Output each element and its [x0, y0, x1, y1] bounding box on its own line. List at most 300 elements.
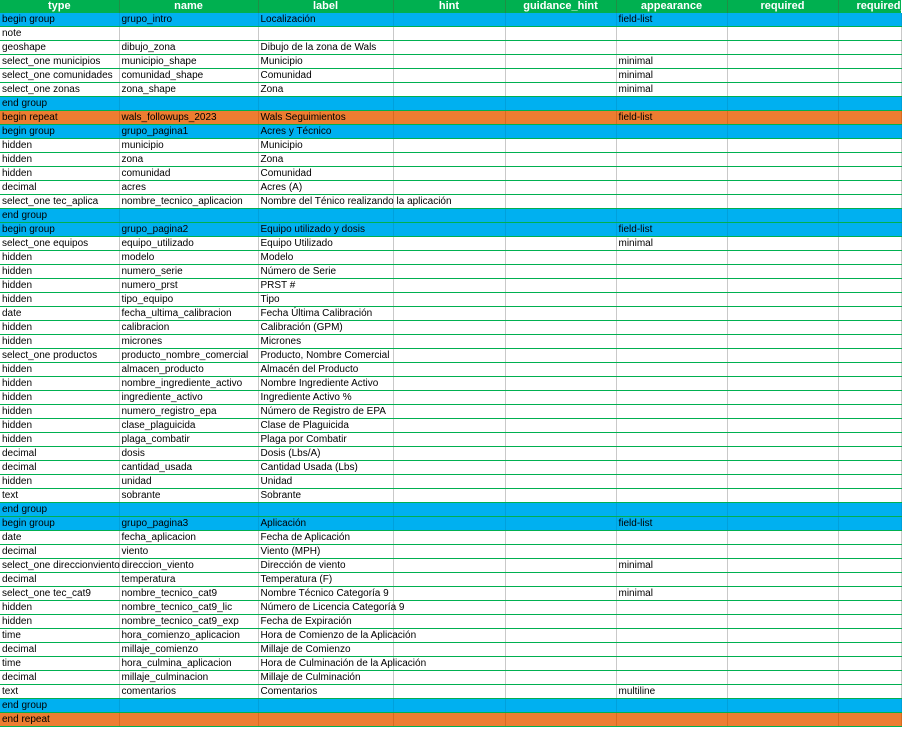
- cell-hint[interactable]: [393, 685, 505, 699]
- cell-guidance-hint[interactable]: [505, 419, 616, 433]
- cell-guidance-hint[interactable]: [505, 713, 616, 727]
- cell-label[interactable]: Viento (MPH): [258, 545, 393, 559]
- cell-required[interactable]: [727, 713, 838, 727]
- cell-guidance-hint[interactable]: [505, 111, 616, 125]
- cell-hint[interactable]: [393, 125, 505, 139]
- cell-label[interactable]: Wals Seguimientos: [258, 111, 393, 125]
- cell-name[interactable]: zona_shape: [119, 83, 258, 97]
- cell-type[interactable]: time: [0, 629, 119, 643]
- cell-hint[interactable]: [393, 671, 505, 685]
- cell-name[interactable]: comunidad: [119, 167, 258, 181]
- cell-appearance[interactable]: minimal: [616, 55, 727, 69]
- cell-hint[interactable]: [393, 713, 505, 727]
- cell-required[interactable]: [727, 125, 838, 139]
- cell-appearance[interactable]: [616, 195, 727, 209]
- cell-required-message[interactable]: [838, 139, 901, 153]
- cell-type[interactable]: decimal: [0, 447, 119, 461]
- cell-required[interactable]: [727, 503, 838, 517]
- cell-type[interactable]: begin group: [0, 13, 119, 27]
- cell-name[interactable]: millaje_comienzo: [119, 643, 258, 657]
- cell-hint[interactable]: [393, 489, 505, 503]
- cell-required-message[interactable]: [838, 545, 901, 559]
- cell-hint[interactable]: [393, 587, 505, 601]
- cell-name[interactable]: numero_prst: [119, 279, 258, 293]
- cell-appearance[interactable]: [616, 657, 727, 671]
- cell-guidance-hint[interactable]: [505, 671, 616, 685]
- cell-guidance-hint[interactable]: [505, 699, 616, 713]
- cell-required-message[interactable]: [838, 349, 901, 363]
- cell-name[interactable]: tipo_equipo: [119, 293, 258, 307]
- cell-required[interactable]: [727, 461, 838, 475]
- cell-hint[interactable]: [393, 181, 505, 195]
- cell-type[interactable]: end group: [0, 97, 119, 111]
- cell-required[interactable]: [727, 405, 838, 419]
- cell-hint[interactable]: [393, 83, 505, 97]
- cell-label[interactable]: Cantidad Usada (Lbs): [258, 461, 393, 475]
- cell-required-message[interactable]: [838, 531, 901, 545]
- cell-required-message[interactable]: [838, 181, 901, 195]
- cell-required-message[interactable]: [838, 13, 901, 27]
- cell-type[interactable]: hidden: [0, 335, 119, 349]
- cell-appearance[interactable]: [616, 531, 727, 545]
- cell-type[interactable]: hidden: [0, 419, 119, 433]
- cell-appearance[interactable]: [616, 419, 727, 433]
- cell-name[interactable]: [119, 713, 258, 727]
- cell-required[interactable]: [727, 307, 838, 321]
- cell-hint[interactable]: [393, 601, 505, 615]
- cell-appearance[interactable]: [616, 41, 727, 55]
- cell-required[interactable]: [727, 153, 838, 167]
- cell-guidance-hint[interactable]: [505, 461, 616, 475]
- cell-label[interactable]: Fecha de Aplicación: [258, 531, 393, 545]
- cell-appearance[interactable]: [616, 489, 727, 503]
- cell-appearance[interactable]: [616, 209, 727, 223]
- cell-required[interactable]: [727, 671, 838, 685]
- cell-appearance[interactable]: [616, 447, 727, 461]
- cell-appearance[interactable]: minimal: [616, 559, 727, 573]
- cell-hint[interactable]: [393, 699, 505, 713]
- cell-guidance-hint[interactable]: [505, 545, 616, 559]
- cell-type[interactable]: begin group: [0, 517, 119, 531]
- cell-appearance[interactable]: [616, 153, 727, 167]
- cell-label[interactable]: Sobrante: [258, 489, 393, 503]
- cell-hint[interactable]: [393, 167, 505, 181]
- cell-hint[interactable]: [393, 377, 505, 391]
- cell-type[interactable]: select_one tec_aplica: [0, 195, 119, 209]
- cell-appearance[interactable]: minimal: [616, 237, 727, 251]
- cell-required[interactable]: [727, 377, 838, 391]
- cell-required[interactable]: [727, 265, 838, 279]
- cell-name[interactable]: plaga_combatir: [119, 433, 258, 447]
- cell-hint[interactable]: [393, 139, 505, 153]
- cell-appearance[interactable]: [616, 573, 727, 587]
- cell-type[interactable]: end group: [0, 503, 119, 517]
- cell-required[interactable]: [727, 489, 838, 503]
- cell-required-message[interactable]: [838, 265, 901, 279]
- cell-name[interactable]: dosis: [119, 447, 258, 461]
- cell-required[interactable]: [727, 531, 838, 545]
- cell-name[interactable]: numero_serie: [119, 265, 258, 279]
- cell-name[interactable]: [119, 699, 258, 713]
- cell-name[interactable]: comunidad_shape: [119, 69, 258, 83]
- cell-hint[interactable]: [393, 573, 505, 587]
- cell-type[interactable]: hidden: [0, 265, 119, 279]
- cell-guidance-hint[interactable]: [505, 433, 616, 447]
- cell-guidance-hint[interactable]: [505, 195, 616, 209]
- cell-appearance[interactable]: [616, 601, 727, 615]
- cell-label[interactable]: Millaje de Comienzo: [258, 643, 393, 657]
- cell-type[interactable]: hidden: [0, 405, 119, 419]
- column-header-hint[interactable]: hint: [393, 0, 505, 13]
- cell-appearance[interactable]: minimal: [616, 587, 727, 601]
- cell-guidance-hint[interactable]: [505, 405, 616, 419]
- cell-required[interactable]: [727, 363, 838, 377]
- cell-name[interactable]: direccion_viento: [119, 559, 258, 573]
- cell-label[interactable]: Unidad: [258, 475, 393, 489]
- cell-required[interactable]: [727, 41, 838, 55]
- cell-guidance-hint[interactable]: [505, 335, 616, 349]
- cell-type[interactable]: hidden: [0, 167, 119, 181]
- cell-hint[interactable]: [393, 335, 505, 349]
- cell-name[interactable]: zona: [119, 153, 258, 167]
- cell-label[interactable]: PRST #: [258, 279, 393, 293]
- cell-hint[interactable]: [393, 475, 505, 489]
- cell-label[interactable]: Zona: [258, 83, 393, 97]
- cell-label[interactable]: Ingrediente Activo %: [258, 391, 393, 405]
- cell-appearance[interactable]: [616, 475, 727, 489]
- cell-required-message[interactable]: [838, 587, 901, 601]
- cell-type[interactable]: select_one zonas: [0, 83, 119, 97]
- cell-hint[interactable]: [393, 321, 505, 335]
- cell-guidance-hint[interactable]: [505, 643, 616, 657]
- cell-required[interactable]: [727, 545, 838, 559]
- cell-required-message[interactable]: [838, 97, 901, 111]
- cell-required-message[interactable]: [838, 517, 901, 531]
- cell-required-message[interactable]: [838, 489, 901, 503]
- cell-required-message[interactable]: [838, 699, 901, 713]
- cell-type[interactable]: time: [0, 657, 119, 671]
- cell-required-message[interactable]: [838, 41, 901, 55]
- cell-hint[interactable]: [393, 293, 505, 307]
- cell-type[interactable]: decimal: [0, 573, 119, 587]
- cell-required-message[interactable]: [838, 643, 901, 657]
- cell-type[interactable]: select_one tec_cat9: [0, 587, 119, 601]
- cell-type[interactable]: hidden: [0, 279, 119, 293]
- cell-guidance-hint[interactable]: [505, 153, 616, 167]
- cell-label[interactable]: Micrones: [258, 335, 393, 349]
- cell-label[interactable]: [258, 503, 393, 517]
- cell-hint[interactable]: [393, 391, 505, 405]
- cell-required-message[interactable]: [838, 419, 901, 433]
- cell-required[interactable]: [727, 13, 838, 27]
- cell-required[interactable]: [727, 349, 838, 363]
- cell-required-message[interactable]: [838, 237, 901, 251]
- cell-label[interactable]: Municipio: [258, 139, 393, 153]
- cell-label[interactable]: Temperatura (F): [258, 573, 393, 587]
- cell-name[interactable]: [119, 27, 258, 41]
- cell-name[interactable]: municipio: [119, 139, 258, 153]
- cell-appearance[interactable]: [616, 335, 727, 349]
- cell-name[interactable]: producto_nombre_comercial: [119, 349, 258, 363]
- cell-name[interactable]: sobrante: [119, 489, 258, 503]
- cell-guidance-hint[interactable]: [505, 69, 616, 83]
- cell-label[interactable]: Nombre Ingrediente Activo: [258, 377, 393, 391]
- cell-guidance-hint[interactable]: [505, 167, 616, 181]
- cell-guidance-hint[interactable]: [505, 657, 616, 671]
- cell-name[interactable]: [119, 97, 258, 111]
- cell-guidance-hint[interactable]: [505, 181, 616, 195]
- cell-name[interactable]: micrones: [119, 335, 258, 349]
- cell-guidance-hint[interactable]: [505, 97, 616, 111]
- column-header-appearance[interactable]: appearance: [616, 0, 727, 13]
- cell-required-message[interactable]: [838, 125, 901, 139]
- cell-appearance[interactable]: [616, 699, 727, 713]
- cell-appearance[interactable]: [616, 615, 727, 629]
- cell-guidance-hint[interactable]: [505, 251, 616, 265]
- cell-appearance[interactable]: [616, 671, 727, 685]
- cell-required-message[interactable]: [838, 685, 901, 699]
- column-header-required[interactable]: required: [727, 0, 838, 13]
- cell-required[interactable]: [727, 657, 838, 671]
- cell-guidance-hint[interactable]: [505, 503, 616, 517]
- cell-label[interactable]: Equipo Utilizado: [258, 237, 393, 251]
- cell-required[interactable]: [727, 559, 838, 573]
- cell-required-message[interactable]: [838, 713, 901, 727]
- column-header-type[interactable]: type: [0, 0, 119, 13]
- cell-required[interactable]: [727, 27, 838, 41]
- cell-required-message[interactable]: [838, 363, 901, 377]
- cell-type[interactable]: decimal: [0, 545, 119, 559]
- cell-type[interactable]: hidden: [0, 363, 119, 377]
- cell-required[interactable]: [727, 685, 838, 699]
- cell-appearance[interactable]: [616, 321, 727, 335]
- cell-name[interactable]: grupo_intro: [119, 13, 258, 27]
- cell-label[interactable]: Calibración (GPM): [258, 321, 393, 335]
- cell-required[interactable]: [727, 699, 838, 713]
- cell-type[interactable]: begin group: [0, 125, 119, 139]
- cell-type[interactable]: note: [0, 27, 119, 41]
- cell-required[interactable]: [727, 83, 838, 97]
- cell-label[interactable]: Número de Serie: [258, 265, 393, 279]
- cell-name[interactable]: hora_culmina_aplicacion: [119, 657, 258, 671]
- cell-required[interactable]: [727, 335, 838, 349]
- cell-hint[interactable]: [393, 531, 505, 545]
- cell-type[interactable]: geoshape: [0, 41, 119, 55]
- cell-label[interactable]: Plaga por Combatir: [258, 433, 393, 447]
- cell-required[interactable]: [727, 601, 838, 615]
- cell-name[interactable]: acres: [119, 181, 258, 195]
- cell-guidance-hint[interactable]: [505, 615, 616, 629]
- cell-label[interactable]: Dirección de viento: [258, 559, 393, 573]
- cell-name[interactable]: fecha_aplicacion: [119, 531, 258, 545]
- cell-appearance[interactable]: multiline: [616, 685, 727, 699]
- cell-hint[interactable]: [393, 559, 505, 573]
- cell-name[interactable]: hora_comienzo_aplicacion: [119, 629, 258, 643]
- cell-appearance[interactable]: [616, 643, 727, 657]
- cell-required-message[interactable]: [838, 153, 901, 167]
- cell-hint[interactable]: [393, 97, 505, 111]
- cell-type[interactable]: decimal: [0, 671, 119, 685]
- cell-name[interactable]: comentarios: [119, 685, 258, 699]
- cell-appearance[interactable]: [616, 265, 727, 279]
- cell-label[interactable]: Número de Registro de EPA: [258, 405, 393, 419]
- cell-guidance-hint[interactable]: [505, 209, 616, 223]
- cell-guidance-hint[interactable]: [505, 321, 616, 335]
- cell-type[interactable]: select_one equipos: [0, 237, 119, 251]
- cell-required[interactable]: [727, 629, 838, 643]
- cell-appearance[interactable]: [616, 307, 727, 321]
- cell-type[interactable]: begin repeat: [0, 111, 119, 125]
- cell-required[interactable]: [727, 587, 838, 601]
- cell-required-message[interactable]: [838, 671, 901, 685]
- cell-guidance-hint[interactable]: [505, 559, 616, 573]
- cell-required[interactable]: [727, 517, 838, 531]
- cell-hint[interactable]: [393, 657, 505, 671]
- cell-guidance-hint[interactable]: [505, 489, 616, 503]
- cell-label[interactable]: Nombre Técnico Categoría 9: [258, 587, 393, 601]
- cell-appearance[interactable]: field-list: [616, 223, 727, 237]
- cell-required-message[interactable]: [838, 251, 901, 265]
- cell-required-message[interactable]: [838, 195, 901, 209]
- cell-hint[interactable]: [393, 55, 505, 69]
- cell-label[interactable]: [258, 713, 393, 727]
- cell-type[interactable]: hidden: [0, 251, 119, 265]
- cell-guidance-hint[interactable]: [505, 377, 616, 391]
- cell-hint[interactable]: [393, 69, 505, 83]
- cell-name[interactable]: cantidad_usada: [119, 461, 258, 475]
- cell-label[interactable]: Producto, Nombre Comercial: [258, 349, 393, 363]
- column-header-label[interactable]: label: [258, 0, 393, 13]
- cell-guidance-hint[interactable]: [505, 83, 616, 97]
- column-header-guidance-hint[interactable]: guidance_hint: [505, 0, 616, 13]
- cell-hint[interactable]: [393, 405, 505, 419]
- cell-name[interactable]: modelo: [119, 251, 258, 265]
- cell-required[interactable]: [727, 433, 838, 447]
- cell-hint[interactable]: [393, 251, 505, 265]
- cell-required[interactable]: [727, 209, 838, 223]
- cell-appearance[interactable]: field-list: [616, 13, 727, 27]
- cell-label[interactable]: Equipo utilizado y dosis: [258, 223, 393, 237]
- cell-appearance[interactable]: minimal: [616, 83, 727, 97]
- cell-name[interactable]: municipio_shape: [119, 55, 258, 69]
- cell-hint[interactable]: [393, 349, 505, 363]
- cell-name[interactable]: wals_followups_2023: [119, 111, 258, 125]
- cell-label[interactable]: Almacén del Producto: [258, 363, 393, 377]
- cell-name[interactable]: equipo_utilizado: [119, 237, 258, 251]
- cell-name[interactable]: [119, 503, 258, 517]
- cell-guidance-hint[interactable]: [505, 279, 616, 293]
- cell-name[interactable]: temperatura: [119, 573, 258, 587]
- cell-name[interactable]: fecha_ultima_calibracion: [119, 307, 258, 321]
- cell-required-message[interactable]: [838, 559, 901, 573]
- cell-label[interactable]: Aplicación: [258, 517, 393, 531]
- cell-type[interactable]: hidden: [0, 433, 119, 447]
- cell-required-message[interactable]: [838, 27, 901, 41]
- cell-appearance[interactable]: [616, 545, 727, 559]
- cell-hint[interactable]: [393, 153, 505, 167]
- cell-hint[interactable]: [393, 643, 505, 657]
- cell-type[interactable]: select_one direccionviento: [2, 560, 120, 571]
- cell-label[interactable]: [258, 699, 393, 713]
- cell-required[interactable]: [727, 475, 838, 489]
- cell-guidance-hint[interactable]: [505, 13, 616, 27]
- cell-type[interactable]: hidden: [0, 293, 119, 307]
- cell-label[interactable]: Hora de Comienzo de la Aplicación: [258, 629, 393, 643]
- cell-type[interactable]: decimal: [0, 643, 119, 657]
- cell-required-message[interactable]: [838, 475, 901, 489]
- cell-guidance-hint[interactable]: [505, 391, 616, 405]
- cell-required[interactable]: [727, 237, 838, 251]
- cell-required-message[interactable]: [838, 391, 901, 405]
- cell-required-message[interactable]: [838, 111, 901, 125]
- cell-appearance[interactable]: [616, 363, 727, 377]
- cell-required-message[interactable]: [838, 55, 901, 69]
- cell-required[interactable]: [727, 321, 838, 335]
- cell-required[interactable]: [727, 279, 838, 293]
- cell-guidance-hint[interactable]: [505, 293, 616, 307]
- cell-label[interactable]: Dibujo de la zona de Wals: [258, 41, 393, 55]
- cell-required-message[interactable]: [838, 433, 901, 447]
- cell-appearance[interactable]: minimal: [616, 69, 727, 83]
- cell-name[interactable]: [119, 209, 258, 223]
- cell-required[interactable]: [727, 419, 838, 433]
- cell-appearance[interactable]: [616, 251, 727, 265]
- cell-name[interactable]: nombre_tecnico_aplicacion: [119, 195, 258, 209]
- cell-required-message[interactable]: [838, 377, 901, 391]
- cell-type[interactable]: select_one municipios: [0, 55, 119, 69]
- cell-required-message[interactable]: [838, 447, 901, 461]
- cell-required-message[interactable]: [838, 405, 901, 419]
- cell-guidance-hint[interactable]: [505, 265, 616, 279]
- cell-appearance[interactable]: [616, 713, 727, 727]
- cell-label[interactable]: [258, 97, 393, 111]
- cell-type[interactable]: hidden: [0, 601, 119, 615]
- cell-guidance-hint[interactable]: [505, 685, 616, 699]
- cell-name[interactable]: millaje_culminacion: [119, 671, 258, 685]
- cell-name[interactable]: numero_registro_epa: [119, 405, 258, 419]
- column-header-required-message[interactable]: required_m: [838, 0, 901, 13]
- cell-required-message[interactable]: [838, 167, 901, 181]
- cell-required-message[interactable]: [838, 629, 901, 643]
- cell-required-message[interactable]: [838, 615, 901, 629]
- cell-type[interactable]: hidden: [0, 377, 119, 391]
- cell-label[interactable]: Millaje de Culminación: [258, 671, 393, 685]
- cell-hint[interactable]: [393, 27, 505, 41]
- cell-label[interactable]: Fecha de Expiración: [258, 615, 393, 629]
- cell-label[interactable]: Acres y Técnico: [258, 125, 393, 139]
- cell-label[interactable]: Fecha Última Calibración: [258, 307, 393, 321]
- cell-name[interactable]: nombre_tecnico_cat9_lic: [119, 601, 258, 615]
- cell-label[interactable]: Tipo: [258, 293, 393, 307]
- cell-required-message[interactable]: [838, 69, 901, 83]
- cell-label[interactable]: Clase de Plaguicida: [258, 419, 393, 433]
- cell-name[interactable]: calibracion: [119, 321, 258, 335]
- cell-hint[interactable]: [393, 279, 505, 293]
- cell-label[interactable]: Dosis (Lbs/A): [258, 447, 393, 461]
- cell-required[interactable]: [727, 251, 838, 265]
- cell-name[interactable]: nombre_tecnico_cat9_exp: [119, 615, 258, 629]
- cell-required[interactable]: [727, 139, 838, 153]
- cell-required[interactable]: [727, 615, 838, 629]
- cell-required[interactable]: [727, 111, 838, 125]
- cell-required-message[interactable]: [838, 209, 901, 223]
- cell-name[interactable]: grupo_pagina2: [119, 223, 258, 237]
- cell-type[interactable]: hidden: [0, 615, 119, 629]
- cell-required[interactable]: [727, 69, 838, 83]
- cell-hint[interactable]: [393, 195, 505, 209]
- cell-hint[interactable]: [393, 363, 505, 377]
- cell-guidance-hint[interactable]: [505, 447, 616, 461]
